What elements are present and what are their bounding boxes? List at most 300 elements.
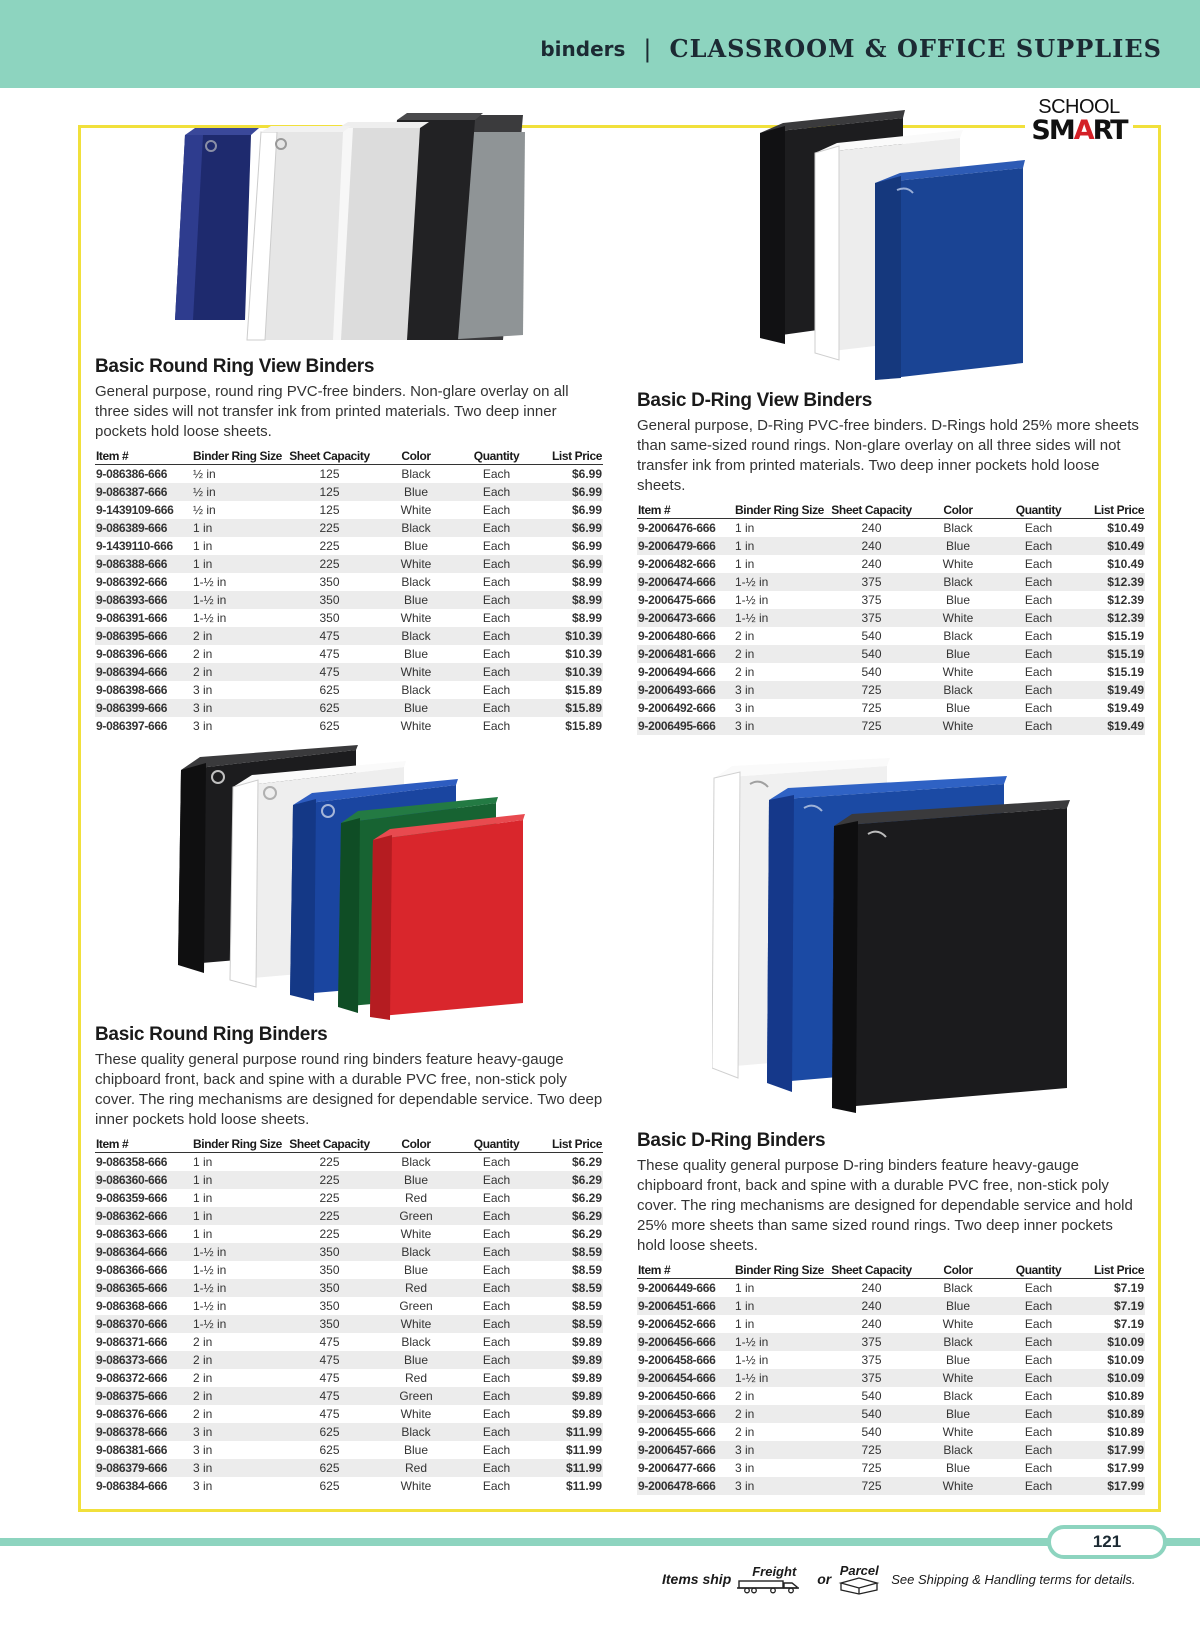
cell-item-number: 9-086365-666 (95, 1279, 192, 1297)
table-row (637, 627, 1145, 645)
cell-color: Black (401, 574, 431, 589)
table-row (637, 1351, 1145, 1369)
cell-ring-size: 1-½ in (735, 592, 769, 607)
cell-item-number: 9-086368-666 (96, 1298, 168, 1313)
cell-sheet-capacity: 540 (828, 645, 915, 663)
cell-ring-size: 1 in (192, 1207, 286, 1225)
cell-color: Black (401, 682, 431, 697)
cell-color: Blue (945, 1352, 971, 1367)
cell-list-price: $8.59 (571, 1298, 602, 1313)
table-row (95, 717, 603, 735)
cell-ring-size: 1-½ in (193, 574, 227, 589)
cell-color: Blue (945, 592, 971, 607)
table-row (95, 1405, 603, 1423)
col-sheet-capacity: Sheet Capacity (828, 1262, 915, 1278)
cell-ring-size: 1-½ in (734, 609, 828, 627)
cell-item-number: 9-086388-666 (95, 555, 192, 573)
cell-color: Black (915, 681, 1001, 699)
cell-sheet-capacity: 240 (861, 1316, 882, 1331)
table-row (95, 1225, 603, 1243)
col-ring-size: Binder Ring Size (734, 1262, 828, 1278)
cell-list-price: $10.49 (1076, 537, 1145, 555)
cell-list-price: $15.19 (1107, 664, 1144, 679)
cell-sheet-capacity: 625 (319, 718, 340, 733)
cell-sheet-capacity: 350 (286, 591, 373, 609)
cell-list-price: $8.99 (571, 610, 602, 625)
cell-item-number: 9-2006476-666 (638, 520, 716, 535)
cell-color: White (915, 609, 1001, 627)
price-table (95, 1136, 603, 1495)
cell-item-number: 9-2006474-666 (637, 573, 734, 591)
cell-sheet-capacity: 240 (828, 537, 915, 555)
col-color: Color (915, 502, 1001, 518)
cell-list-price: $8.59 (534, 1243, 603, 1261)
cell-quantity: Each (459, 1423, 534, 1441)
header-title: CLASSROOM & OFFICE SUPPLIES (669, 34, 1162, 63)
section-description: General purpose, round ring PVC-free binders. Non-glare overlay on all three sides will not transfer ink from printed materials. Two deep inner pockets hold loose sheets. (95, 383, 569, 440)
cell-quantity: Each (459, 1207, 534, 1225)
cell-sheet-capacity: 350 (319, 1298, 340, 1313)
cell-item-number: 9-086393-666 (95, 591, 192, 609)
table-row (95, 483, 603, 501)
table-row (637, 1315, 1145, 1333)
cell-color: White (942, 664, 974, 679)
round-ring-view-binders-image (175, 110, 530, 350)
cell-color: White (400, 1478, 432, 1493)
cell-item-number: 9-2006450-666 (638, 1388, 716, 1403)
cell-item-number: 9-086372-666 (96, 1370, 168, 1385)
table-row (95, 609, 603, 627)
cell-quantity: Each (1001, 1477, 1076, 1495)
cell-ring-size: 3 in (193, 718, 213, 733)
cell-ring-size: 2 in (735, 1424, 755, 1439)
col-list-price: List Price (1076, 1262, 1145, 1278)
shipping-note (662, 1562, 1136, 1596)
cell-list-price: $9.89 (571, 1334, 602, 1349)
table-row (95, 1333, 603, 1351)
cell-sheet-capacity: 375 (828, 1369, 915, 1387)
cell-list-price: $19.49 (1076, 681, 1145, 699)
cell-sheet-capacity: 625 (286, 1459, 373, 1477)
cell-color: White (373, 555, 459, 573)
cell-quantity: Each (1001, 645, 1076, 663)
table-row (95, 699, 603, 717)
cell-color: White (400, 1406, 432, 1421)
col-color: Color (373, 448, 459, 464)
cell-sheet-capacity: 225 (286, 519, 373, 537)
cell-ring-size: 1 in (735, 1316, 755, 1331)
cell-color: Black (943, 628, 973, 643)
cell-item-number: 9-2006495-666 (637, 717, 734, 735)
cell-ring-size: 2 in (193, 1406, 213, 1421)
cell-list-price: $10.89 (1107, 1388, 1144, 1403)
cell-item-number: 9-2006473-666 (637, 609, 734, 627)
col-color: Color (373, 1136, 459, 1152)
shipping-terms-note: See Shipping & Handling terms for details. (891, 1571, 1136, 1587)
cell-list-price: $8.59 (534, 1315, 603, 1333)
table-row (95, 1207, 603, 1225)
cell-quantity: Each (482, 466, 511, 481)
table-row (637, 518, 1145, 537)
cell-color: Black (915, 573, 1001, 591)
cell-quantity: Each (482, 574, 511, 589)
cell-quantity: Each (1001, 717, 1076, 735)
cell-list-price: $15.19 (1076, 645, 1145, 663)
cell-ring-size: 2 in (193, 1370, 213, 1385)
col-ring-size: Binder Ring Size (192, 448, 286, 464)
cell-item-number: 9-1439110-666 (96, 538, 173, 553)
col-list-price: List Price (1076, 502, 1145, 518)
cell-sheet-capacity: 475 (286, 1387, 373, 1405)
table-row (637, 1369, 1145, 1387)
section-description: General purpose, D-Ring PVC-free binders. D-Rings hold 25% more sheets than same-sized round rings. Non-glare overlay on all three sides will not transfer ink from printed materials. Two deep inner pockets hold loose sheets. (637, 417, 1139, 494)
cell-list-price: $11.99 (534, 1423, 603, 1441)
cell-ring-size: 1 in (193, 1154, 213, 1169)
cell-quantity: Each (1001, 1297, 1076, 1315)
cell-item-number: 9-086364-666 (95, 1243, 192, 1261)
cell-item-number: 9-086396-666 (96, 646, 168, 661)
cell-ring-size: 3 in (735, 700, 755, 715)
cell-color: Green (399, 1298, 433, 1313)
cell-item-number: 9-086360-666 (95, 1171, 192, 1189)
cell-list-price: $9.89 (571, 1406, 602, 1421)
cell-quantity: Each (1024, 1388, 1053, 1403)
cell-color: Red (404, 1370, 427, 1385)
cell-quantity: Each (459, 1315, 534, 1333)
cell-color: Blue (915, 645, 1001, 663)
table-row (95, 591, 603, 609)
cell-list-price: $10.09 (1076, 1333, 1145, 1351)
footer-bar (0, 1538, 1200, 1546)
cell-list-price: $15.89 (565, 718, 602, 733)
header-separator: | (643, 34, 652, 63)
cell-sheet-capacity: 475 (286, 627, 373, 645)
table-row (95, 1279, 603, 1297)
cell-quantity: Each (482, 1298, 511, 1313)
header-text (540, 34, 1162, 63)
cell-ring-size: 3 in (734, 717, 828, 735)
cell-quantity: Each (459, 1387, 534, 1405)
cell-color: White (400, 718, 432, 733)
cell-list-price: $6.29 (571, 1190, 602, 1205)
cell-sheet-capacity: 240 (861, 520, 882, 535)
cell-list-price: $6.99 (534, 483, 603, 501)
cell-ring-size: 1-½ in (735, 1352, 769, 1367)
section-d-ring-binders (637, 1130, 1145, 1495)
cell-ring-size: 3 in (192, 699, 286, 717)
cell-quantity: Each (1024, 1280, 1053, 1295)
cell-item-number: 9-086371-666 (96, 1334, 168, 1349)
cell-color: Blue (373, 1351, 459, 1369)
cell-list-price: $7.19 (1113, 1280, 1144, 1295)
cell-color: Blue (403, 646, 429, 661)
col-sheet-capacity: Sheet Capacity (286, 448, 373, 464)
cell-sheet-capacity: 725 (861, 1460, 882, 1475)
cell-item-number: 9-2006457-666 (637, 1441, 734, 1459)
section-title: Basic D-Ring Binders (637, 1130, 826, 1151)
d-ring-view-binders-image (755, 108, 1030, 383)
cell-color: Black (943, 1280, 973, 1295)
cell-color: Blue (915, 1405, 1001, 1423)
table-row (637, 591, 1145, 609)
cell-quantity: Each (459, 591, 534, 609)
cell-color: Blue (915, 1297, 1001, 1315)
cell-sheet-capacity: 475 (319, 1334, 340, 1349)
cell-list-price: $6.29 (534, 1171, 603, 1189)
cell-sheet-capacity: 240 (861, 556, 882, 571)
d-ring-binders-image (712, 758, 1072, 1113)
cell-sheet-capacity: 725 (828, 717, 915, 735)
cell-quantity: Each (459, 483, 534, 501)
table-row (637, 645, 1145, 663)
cell-quantity: Each (1001, 1405, 1076, 1423)
table-row (95, 1189, 603, 1207)
freight-mode (737, 1565, 811, 1594)
table-row (95, 645, 603, 663)
cell-sheet-capacity: 350 (286, 1315, 373, 1333)
cell-item-number: 9-086370-666 (95, 1315, 192, 1333)
cell-item-number: 9-086392-666 (96, 574, 168, 589)
cell-color: Red (373, 1459, 459, 1477)
logo-bottom-text (1025, 117, 1133, 145)
cell-sheet-capacity: 225 (319, 1154, 340, 1169)
cell-item-number: 9-2006454-666 (637, 1369, 734, 1387)
col-ring-size: Binder Ring Size (192, 1136, 286, 1152)
section-description: These quality general purpose D-ring binders feature heavy-gauge chipboard front, back and spine with a durable PVC free, non-stick poly cover. The ring mechanisms are designed for dependable service and hold 25% more sheets than same sized round rings. Two deep inner pockets hold loose sheets. (637, 1157, 1133, 1254)
cell-ring-size: 1-½ in (734, 1333, 828, 1351)
cell-quantity: Each (482, 682, 511, 697)
cell-color: Black (401, 466, 431, 481)
cell-quantity: Each (459, 627, 534, 645)
cell-item-number: 9-086394-666 (95, 663, 192, 681)
table-row (95, 1243, 603, 1261)
col-item: Item # (637, 1262, 734, 1278)
cell-sheet-capacity: 625 (286, 699, 373, 717)
cell-quantity: Each (459, 1459, 534, 1477)
cell-ring-size: 3 in (734, 681, 828, 699)
cell-list-price: $9.89 (571, 1370, 602, 1385)
cell-list-price: $10.39 (534, 627, 603, 645)
page-number: 121 (1047, 1525, 1167, 1559)
cell-color: White (373, 1315, 459, 1333)
cell-item-number: 9-086387-666 (95, 483, 192, 501)
cell-color: Black (915, 1333, 1001, 1351)
table-row (95, 1261, 603, 1279)
cell-quantity: Each (1024, 1316, 1053, 1331)
cell-quantity: Each (482, 1442, 511, 1457)
cell-quantity: Each (1001, 537, 1076, 555)
cell-list-price: $7.19 (1076, 1297, 1145, 1315)
table-row (95, 1477, 603, 1495)
cell-list-price: $15.19 (1107, 628, 1144, 643)
cell-item-number: 9-2006452-666 (638, 1316, 716, 1331)
cell-list-price: $10.49 (1107, 556, 1144, 571)
cell-color: Black (373, 627, 459, 645)
logo-top-text: SCHOOL (1038, 96, 1120, 118)
cell-list-price: $19.49 (1076, 717, 1145, 735)
cell-quantity: Each (482, 646, 511, 661)
cell-quantity: Each (482, 1262, 511, 1277)
cell-sheet-capacity: 475 (319, 646, 340, 661)
cell-item-number: 9-2006480-666 (638, 628, 716, 643)
section-d-ring-view-binders (637, 390, 1145, 735)
cell-ring-size: 1-½ in (193, 1262, 227, 1277)
cell-quantity: Each (482, 502, 511, 517)
cell-list-price: $10.89 (1107, 1424, 1144, 1439)
cell-color: White (915, 1369, 1001, 1387)
cell-quantity: Each (1024, 700, 1053, 715)
table-row (637, 663, 1145, 681)
round-ring-binders-image (178, 745, 528, 1020)
cell-ring-size: ½ in (192, 483, 286, 501)
cell-ring-size: 1-½ in (193, 1298, 227, 1313)
cell-ring-size: 1 in (192, 519, 286, 537)
col-sheet-capacity: Sheet Capacity (286, 1136, 373, 1152)
col-item: Item # (95, 1136, 192, 1152)
cell-list-price: $17.99 (1076, 1477, 1145, 1495)
cell-item-number: 9-086397-666 (96, 718, 168, 733)
cell-ring-size: 1-½ in (192, 1279, 286, 1297)
cell-ring-size: ½ in (193, 466, 216, 481)
cell-quantity: Each (1024, 664, 1053, 679)
freight-label: Freight (752, 1563, 797, 1579)
cell-quantity: Each (1024, 628, 1053, 643)
cell-ring-size: 1-½ in (193, 610, 227, 625)
cell-sheet-capacity: 225 (286, 1207, 373, 1225)
logo-accent-letter: A (1073, 115, 1093, 146)
cell-sheet-capacity: 625 (319, 1478, 340, 1493)
table-header-row (637, 1262, 1145, 1278)
cell-ring-size: 1-½ in (192, 1315, 286, 1333)
cell-quantity: Each (1024, 1460, 1053, 1475)
cell-item-number: 9-2006478-666 (637, 1477, 734, 1495)
cell-color: White (400, 1226, 432, 1241)
cell-color: Black (943, 520, 973, 535)
table-header-row (95, 1136, 603, 1152)
cell-color: Blue (403, 1262, 429, 1277)
cell-quantity: Each (482, 1190, 511, 1205)
cell-sheet-capacity: 540 (861, 1388, 882, 1403)
cell-ring-size: 1 in (735, 556, 755, 571)
cell-sheet-capacity: 350 (286, 1243, 373, 1261)
cell-quantity: Each (482, 538, 511, 553)
cell-ring-size: 1 in (192, 1171, 286, 1189)
cell-quantity: Each (482, 1370, 511, 1385)
table-row (637, 1297, 1145, 1315)
col-color: Color (915, 1262, 1001, 1278)
cell-item-number: 9-086398-666 (96, 682, 168, 697)
cell-ring-size: 3 in (193, 682, 213, 697)
cell-quantity: Each (459, 1171, 534, 1189)
cell-sheet-capacity: 540 (861, 664, 882, 679)
table-row (637, 537, 1145, 555)
cell-list-price: $15.89 (565, 682, 602, 697)
cell-color: Blue (373, 483, 459, 501)
table-header-row (637, 502, 1145, 518)
cell-ring-size: 1 in (734, 1297, 828, 1315)
table-row (95, 1315, 603, 1333)
cell-color: Blue (945, 700, 971, 715)
cell-item-number: 9-086389-666 (95, 519, 192, 537)
cell-quantity: Each (1024, 556, 1053, 571)
cell-item-number: 9-2006451-666 (637, 1297, 734, 1315)
cell-sheet-capacity: 240 (828, 1297, 915, 1315)
cell-item-number: 9-086359-666 (96, 1190, 168, 1205)
cell-sheet-capacity: 375 (861, 1352, 882, 1367)
cell-ring-size: 3 in (192, 1423, 286, 1441)
table-row (637, 717, 1145, 735)
cell-quantity: Each (459, 1351, 534, 1369)
section-title: Basic Round Ring Binders (95, 1024, 328, 1045)
price-table (637, 502, 1145, 735)
cell-color: Blue (915, 537, 1001, 555)
cell-sheet-capacity: 725 (828, 1477, 915, 1495)
cell-color: Black (915, 1441, 1001, 1459)
cell-sheet-capacity: 375 (828, 573, 915, 591)
cell-list-price: $8.59 (571, 1262, 602, 1277)
table-row (95, 1369, 603, 1387)
cell-sheet-capacity: 350 (286, 1279, 373, 1297)
col-quantity: Quantity (1001, 502, 1076, 518)
cell-sheet-capacity: 725 (828, 681, 915, 699)
cell-item-number: 9-086384-666 (96, 1478, 168, 1493)
cell-item-number: 9-2006475-666 (638, 592, 716, 607)
cell-item-number: 9-086395-666 (95, 627, 192, 645)
col-ring-size: Binder Ring Size (734, 502, 828, 518)
cell-list-price: $6.99 (571, 538, 602, 553)
cell-color: Red (404, 1190, 427, 1205)
cell-item-number: 9-086375-666 (95, 1387, 192, 1405)
section-title: Basic D-Ring View Binders (637, 390, 872, 411)
cell-ring-size: 2 in (734, 645, 828, 663)
price-table (95, 448, 603, 735)
section-round-ring-binders (95, 1024, 603, 1495)
cell-sheet-capacity: 225 (319, 1226, 340, 1241)
cell-list-price: $12.39 (1107, 592, 1144, 607)
cell-list-price: $11.99 (565, 1442, 602, 1457)
cell-sheet-capacity: 625 (319, 1442, 340, 1457)
cell-ring-size: 2 in (735, 664, 755, 679)
cell-quantity: Each (1024, 1424, 1053, 1439)
cell-ring-size: 1 in (734, 537, 828, 555)
cell-quantity: Each (482, 1334, 511, 1349)
logo-bottom-left: SM (1031, 115, 1074, 146)
cell-color: White (400, 610, 432, 625)
table-row (95, 1441, 603, 1459)
cell-ring-size: 2 in (193, 646, 213, 661)
table-row (95, 519, 603, 537)
cell-color: Blue (373, 591, 459, 609)
cell-list-price: $6.99 (534, 555, 603, 573)
cell-sheet-capacity: 625 (286, 1423, 373, 1441)
cell-quantity: Each (482, 610, 511, 625)
cell-quantity: Each (1001, 1441, 1076, 1459)
cell-ring-size: 3 in (192, 1459, 286, 1477)
school-smart-logo (1025, 97, 1133, 149)
table-row (95, 464, 603, 483)
cell-ring-size: 1 in (193, 538, 213, 553)
table-row (637, 1333, 1145, 1351)
table-row (95, 1152, 603, 1171)
col-list-price: List Price (534, 1136, 603, 1152)
cell-item-number: 9-086391-666 (96, 610, 168, 625)
col-sheet-capacity: Sheet Capacity (828, 502, 915, 518)
cell-ring-size: 3 in (735, 1460, 755, 1475)
cell-quantity: Each (1001, 1333, 1076, 1351)
cell-sheet-capacity: 375 (828, 1333, 915, 1351)
freight-truck-icon (737, 1578, 811, 1594)
table-row (95, 627, 603, 645)
